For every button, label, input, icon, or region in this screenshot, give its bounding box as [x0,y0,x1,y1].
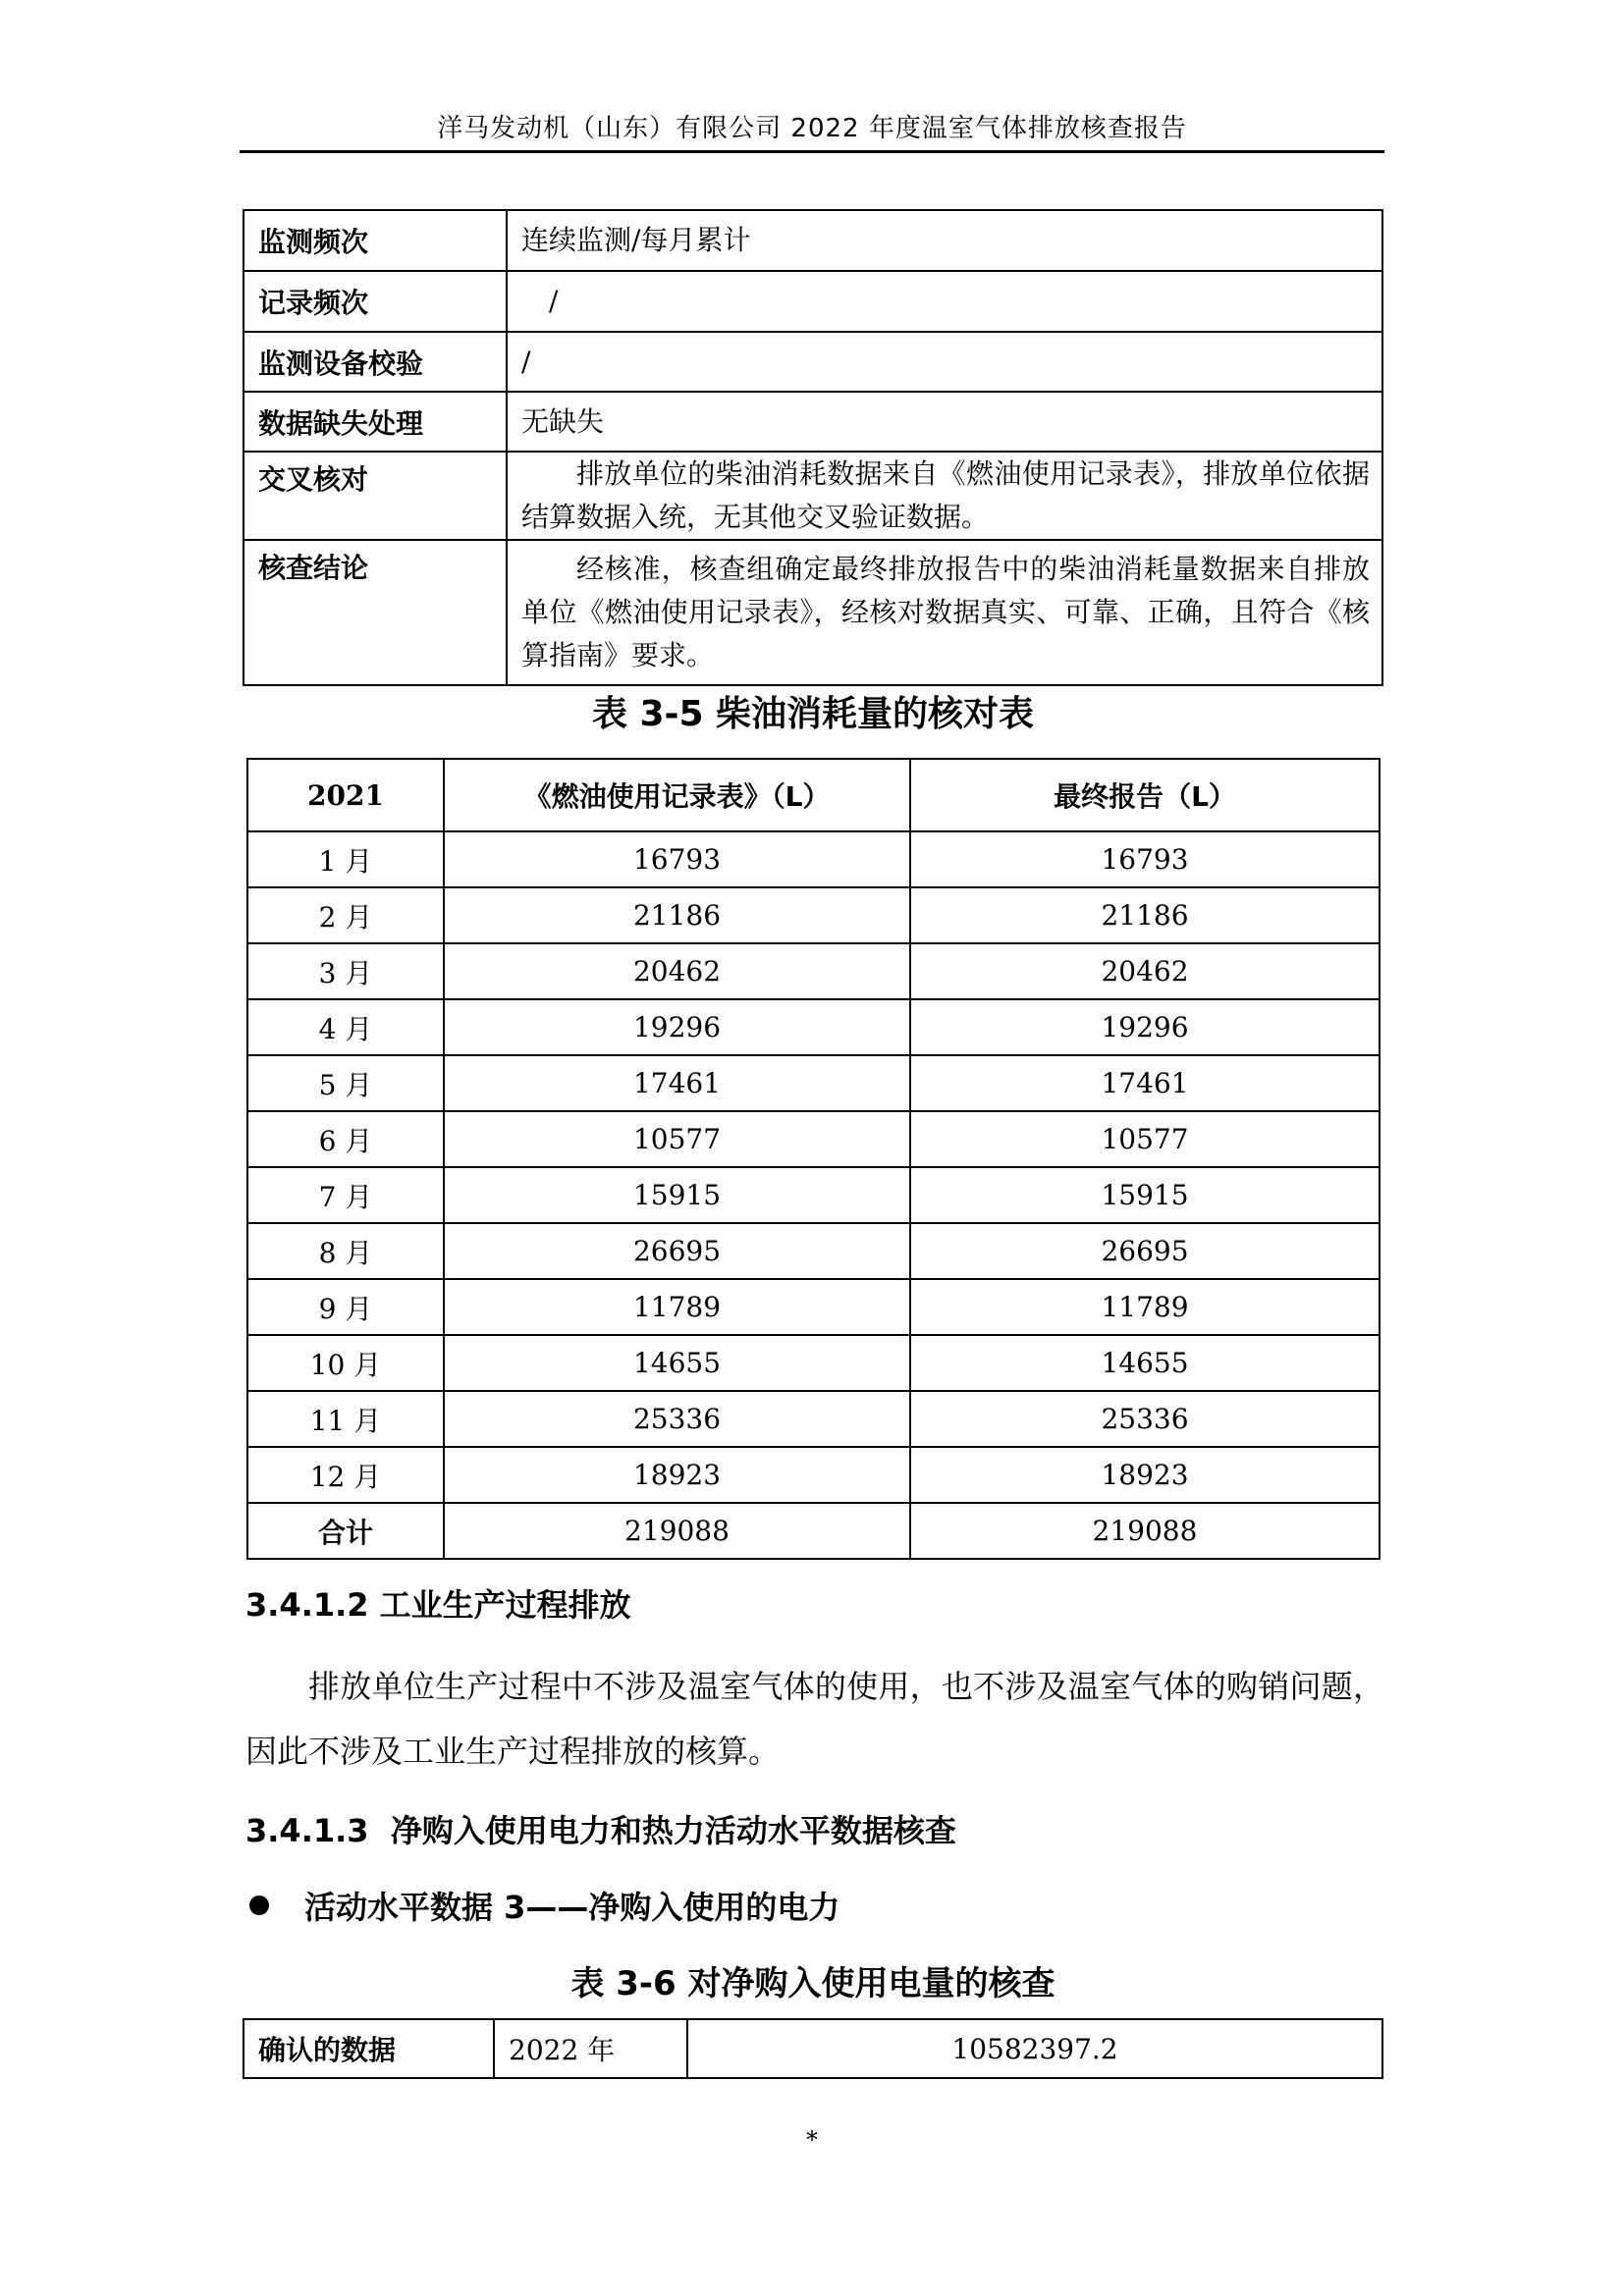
bullet-text: 活动水平数据 3——净购入使用的电力 [304,1889,840,1926]
final-cell: 26695 [910,1223,1380,1279]
record-cell: 17461 [444,1055,910,1111]
bullet-dot-icon [249,1896,269,1915]
final-cell: 21186 [910,887,1380,943]
table-row [247,1223,1380,1279]
bullet-item [249,1883,839,1928]
table-caption: 表 3-6 对净购入使用电量的核查 [570,1964,1056,2003]
record-cell: 26695 [444,1223,910,1279]
final-cell: 17461 [910,1055,1380,1111]
record-cell: 18923 [444,1447,910,1503]
month-cell: 3 月 [247,943,444,999]
final-cell: 14655 [910,1335,1380,1391]
record-cell: 19296 [444,999,910,1055]
running-header: 洋马发动机（山东）有限公司 2022 年度温室气体排放核查报告 [437,114,1187,143]
column-header: 2021 [247,759,444,831]
diesel-consumption-table [246,758,1380,1560]
row-value: / [507,271,1382,332]
final-cell: 10577 [910,1111,1380,1167]
body-paragraph: 排放单位生产过程中不涉及温室气体的使用，也不涉及温室气体的购销问题，因此不涉及工业生产过程排放的核算。 [245,1668,1384,1770]
record-cell: 11789 [444,1279,910,1335]
table-row [247,1111,1380,1167]
record-cell: 25336 [444,1391,910,1447]
total-record: 219088 [444,1503,910,1559]
column-header: 《燃油使用记录表》（L） [444,759,910,831]
month-cell: 9 月 [247,1279,444,1335]
month-cell: 5 月 [247,1055,444,1111]
record-cell: 21186 [444,887,910,943]
table-header-row [247,759,1380,831]
month-cell: 7 月 [247,1167,444,1223]
record-cell: 15915 [444,1167,910,1223]
table-total-row [247,1503,1380,1559]
row-value: 连续监测/每月累计 [507,210,1382,271]
month-cell: 8 月 [247,1223,444,1279]
record-cell: 20462 [444,943,910,999]
table-row [244,210,1382,271]
cross-check-text: 排放单位的柴油消耗数据来自《燃油使用记录表》，排放单位依据结算数据入统，无其他交叉验证数据。 [521,457,1370,533]
row-label: 确认的数据 [244,2019,494,2078]
table-row [244,540,1382,685]
table-row [244,392,1382,452]
table-row [247,1167,1380,1223]
table-row [247,1391,1380,1447]
row-value [507,540,1382,685]
total-final: 219088 [910,1503,1380,1559]
column-header: 最终报告（L） [910,759,1380,831]
table-row [247,831,1380,887]
final-cell: 16793 [910,831,1380,887]
total-label: 合计 [247,1503,444,1559]
row-label: 交叉核对 [244,452,507,540]
row-label: 监测频次 [244,210,507,271]
final-cell: 15915 [910,1167,1380,1223]
conclusion-text: 经核准，核查组确定最终排放报告中的柴油消耗量数据来自排放单位《燃油使用记录表》，经核对数据真实、可靠、正确，且符合《核算指南》要求。 [521,553,1370,671]
final-cell: 20462 [910,943,1380,999]
month-cell: 12 月 [247,1447,444,1503]
header-rule [240,150,1384,153]
month-cell: 6 月 [247,1111,444,1167]
row-value: 10582397.2 [687,2019,1382,2078]
row-value: / [507,332,1382,392]
final-cell: 11789 [910,1279,1380,1335]
row-value: 无缺失 [507,392,1382,452]
monitoring-table [243,209,1383,686]
final-cell: 18923 [910,1447,1380,1503]
record-cell: 10577 [444,1111,910,1167]
table-row [247,887,1380,943]
table-caption: 表 3-5 柴油消耗量的核对表 [591,694,1035,734]
month-cell: 11 月 [247,1391,444,1447]
section-heading: 3.4.1.3 净购入使用电力和热力活动水平数据核查 [245,1812,956,1849]
month-cell: 10 月 [247,1335,444,1391]
final-cell: 19296 [910,999,1380,1055]
month-cell: 1 月 [247,831,444,887]
table-row [247,1055,1380,1111]
month-cell: 2 月 [247,887,444,943]
row-label: 核查结论 [244,540,507,685]
table-row [247,1447,1380,1503]
record-cell: 14655 [444,1335,910,1391]
table-row [247,943,1380,999]
row-label: 数据缺失处理 [244,392,507,452]
table-row [247,999,1380,1055]
table-row [244,332,1382,392]
record-cell: 16793 [444,831,910,887]
final-cell: 25336 [910,1391,1380,1447]
table-row [247,1335,1380,1391]
electricity-table [243,2018,1383,2079]
table-row [244,271,1382,332]
table-row [247,1279,1380,1335]
row-year: 2022 年 [494,2019,687,2078]
page-marker: * [806,2126,818,2154]
table-row [244,2019,1382,2078]
month-cell: 4 月 [247,999,444,1055]
row-label: 监测设备校验 [244,332,507,392]
table-row [244,452,1382,540]
row-value [507,452,1382,540]
row-label: 记录频次 [244,271,507,332]
section-heading: 3.4.1.2 工业生产过程排放 [245,1586,631,1624]
